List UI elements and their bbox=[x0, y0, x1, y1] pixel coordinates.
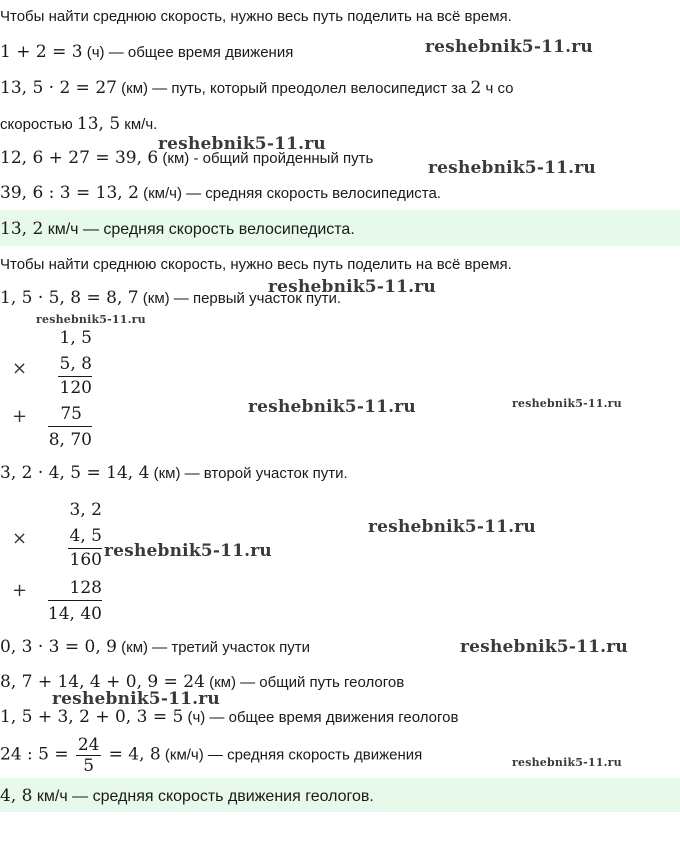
line-text: (км/ч) — средняя скорость движения bbox=[160, 746, 423, 764]
partial-product-2: 75 bbox=[60, 404, 82, 424]
math-expression: 39, 6 : 3 = 13, 2 bbox=[0, 183, 139, 203]
line-text: (км) — второй участок пути. bbox=[149, 465, 348, 482]
line-text: (км) — первый участок пути. bbox=[138, 290, 342, 307]
column-multiplication-1 bbox=[0, 318, 120, 458]
watermark: reshebnik5-11.ru bbox=[36, 313, 146, 326]
product-result: 8, 70 bbox=[48, 430, 92, 450]
divider-line bbox=[58, 376, 92, 377]
line-text: (км) - общий пройденный путь bbox=[158, 150, 374, 167]
watermark: reshebnik5-11.ru bbox=[512, 397, 622, 410]
solution-line bbox=[0, 735, 422, 776]
fraction-numerator: 24 bbox=[77, 735, 100, 755]
divider-line bbox=[68, 548, 102, 549]
solution-line bbox=[0, 637, 310, 658]
math-expression: 13, 2 bbox=[0, 219, 44, 239]
answer-text: км/ч — средняя скорость движения геологов. bbox=[32, 788, 374, 805]
line-text: (ч) — общее время движения геологов bbox=[183, 709, 459, 726]
partial-product-1: 160 bbox=[69, 550, 102, 570]
solution-line bbox=[0, 463, 348, 484]
times-sign: × bbox=[12, 528, 28, 549]
plus-sign: + bbox=[12, 406, 28, 427]
math-expression: 13, 5 bbox=[76, 114, 121, 134]
factor-a: 1, 5 bbox=[59, 328, 92, 348]
watermark: reshebnik5-11.ru bbox=[268, 277, 436, 297]
product-result: 14, 40 bbox=[47, 604, 102, 624]
math-expression: 0, 3 · 3 = 0, 9 bbox=[0, 637, 117, 657]
watermark: reshebnik5-11.ru bbox=[158, 134, 326, 154]
math-expression: 1, 5 + 3, 2 + 0, 3 = 5 bbox=[0, 707, 184, 727]
line-text: скоростью bbox=[0, 116, 77, 133]
solution-line bbox=[0, 707, 458, 728]
intro-text-1: Чтобы найти среднюю скорость, нужно весь путь поделить на всё время. bbox=[0, 8, 512, 25]
watermark: reshebnik5-11.ru bbox=[104, 541, 272, 561]
math-expression: 12, 6 + 27 = 39, 6 bbox=[0, 148, 159, 168]
watermark: reshebnik5-11.ru bbox=[368, 517, 536, 537]
divider-line bbox=[48, 600, 102, 601]
fraction bbox=[76, 735, 102, 776]
times-sign: × bbox=[12, 358, 28, 379]
line-text: ч со bbox=[481, 80, 514, 97]
watermark: reshebnik5-11.ru bbox=[428, 158, 596, 178]
math-expression: 8, 7 + 14, 4 + 0, 9 = 24 bbox=[0, 672, 205, 692]
partial-product-2: 128 bbox=[69, 578, 102, 598]
answer-highlight-2 bbox=[0, 778, 680, 812]
line-text: км/ч. bbox=[120, 116, 158, 133]
watermark: reshebnik5-11.ru bbox=[512, 756, 622, 769]
math-expression: 13, 5 · 2 = 27 bbox=[0, 78, 117, 98]
math-expression: 1, 5 · 5, 8 = 8, 7 bbox=[0, 288, 139, 308]
column-multiplication-2 bbox=[0, 492, 120, 632]
factor-a: 3, 2 bbox=[69, 500, 102, 520]
line-text: (км) — общий путь геологов bbox=[204, 674, 405, 691]
math-expression: 2 bbox=[470, 78, 482, 98]
line-text: (км/ч) — средняя скорость велосипедиста. bbox=[138, 185, 441, 202]
watermark: reshebnik5-11.ru bbox=[52, 689, 220, 709]
divider-line bbox=[48, 426, 92, 427]
partial-product-1: 120 bbox=[59, 378, 92, 398]
math-expression: 24 : 5 = bbox=[0, 744, 69, 765]
math-expression: 4, 8 bbox=[0, 786, 33, 806]
fraction-denominator: 5 bbox=[83, 756, 95, 776]
answer-line bbox=[0, 219, 355, 240]
factor-b: 5, 8 bbox=[59, 354, 92, 374]
math-expression: 1 + 2 = 3 bbox=[0, 42, 83, 62]
solution-line bbox=[0, 42, 293, 63]
solution-line bbox=[0, 183, 441, 204]
math-expression: 3, 2 · 4, 5 = 14, 4 bbox=[0, 463, 150, 483]
solution-line bbox=[0, 114, 157, 135]
watermark: reshebnik5-11.ru bbox=[248, 397, 416, 417]
watermark: reshebnik5-11.ru bbox=[460, 637, 628, 657]
watermark: reshebnik5-11.ru bbox=[425, 37, 593, 57]
line-text: (км) — путь, который преодолел велосипедист за bbox=[116, 80, 471, 97]
factor-b: 4, 5 bbox=[69, 526, 102, 546]
line-text: (км) — третий участок пути bbox=[116, 639, 310, 656]
answer-line bbox=[0, 786, 374, 807]
answer-text: км/ч — средняя скорость велосипедиста. bbox=[43, 221, 355, 238]
math-expression: = 4, 8 bbox=[108, 744, 161, 765]
line-text: (ч) — общее время движения bbox=[82, 44, 294, 61]
intro-text-2: Чтобы найти среднюю скорость, нужно весь путь поделить на всё время. bbox=[0, 256, 512, 273]
plus-sign: + bbox=[12, 580, 28, 601]
solution-line bbox=[0, 78, 514, 99]
answer-highlight-1 bbox=[0, 210, 680, 246]
